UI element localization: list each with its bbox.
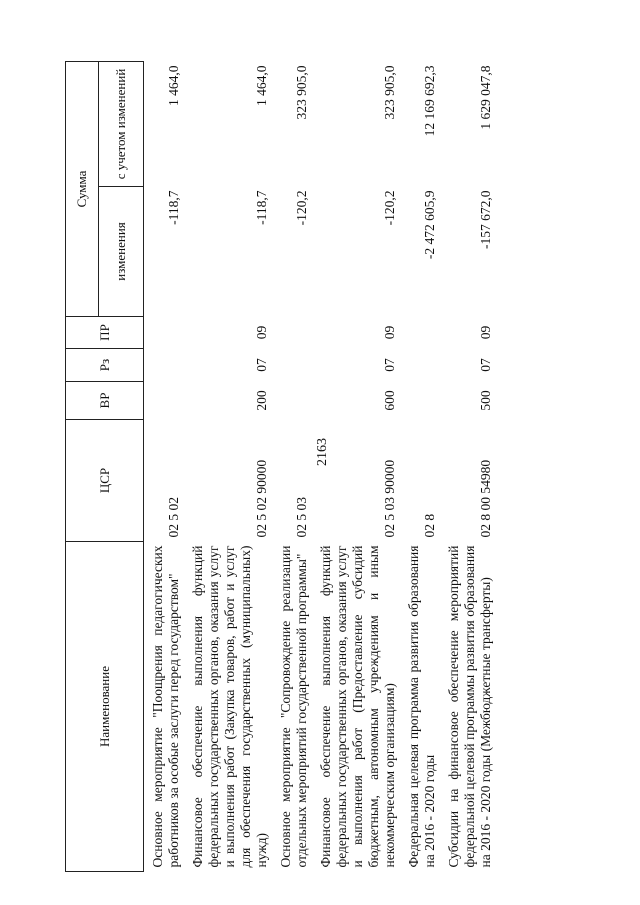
row-csr: 02 5 03 90000 [382,459,397,538]
budget-table [65,61,496,872]
header-csr: ЦСР [66,420,144,542]
table-row [400,62,440,872]
row-pr [144,317,185,349]
row-name: Основное мероприятие "Сопровождение реализации отдельных мероприятий государственной программы" [278,545,309,868]
row-rz: 07 [254,358,269,372]
row-vr [400,382,440,420]
row-total: 323 905,0 [294,65,309,120]
page-number: 2163 [315,438,330,466]
row-change: -120,2 [382,190,397,226]
header-rz: Рз [66,349,144,382]
row-pr [400,317,440,349]
row-name: Федеральная целевая программа развития образования на 2016 - 2020 годы [406,545,437,868]
row-csr: 02 8 [422,513,437,538]
row-change: -120,2 [294,190,309,226]
header-total: с учетом изменений [99,62,144,187]
row-csr: 02 5 02 [166,497,181,538]
table-row [184,62,272,872]
row-rz: 07 [382,358,397,372]
rotated-table-stage [65,62,585,872]
row-total: 1 629 047,8 [478,65,493,130]
row-change: -157 672,0 [478,190,493,249]
header-name: Наименование [66,542,144,872]
table-row [144,62,185,872]
row-total: 12 169 692,3 [422,65,437,137]
row-change: -118,7 [166,190,181,225]
row-name: Финансовое обеспечение выполнения функций федеральных государственных органов, оказания услуг и выполнения работ (Закупка товаров, работ и услуг для обеспечения государственных (муниципальных) нужд) [190,545,269,868]
row-total: 1 464,0 [166,65,181,106]
table-row [312,62,400,872]
row-pr [272,317,312,349]
row-change: -2 472 605,9 [422,190,437,260]
row-change: -118,7 [254,190,269,225]
row-vr [272,382,312,420]
row-csr: 02 5 02 90000 [254,459,269,538]
row-rz: 07 [478,358,493,372]
row-name: Субсидии на финансовое обеспечение мероприятий федеральной целевой программы развития образования на 2016 - 2020 годы (Межбюджетные трансферты) [446,545,493,868]
row-vr: 200 [254,390,269,411]
row-pr: 09 [478,325,493,340]
row-pr: 09 [254,325,269,340]
row-total: 1 464,0 [254,65,269,106]
row-rz [272,349,312,382]
header-change: изменения [99,187,144,317]
row-vr: 500 [478,390,493,411]
row-vr [144,382,185,420]
row-csr: 02 5 03 [294,497,309,538]
table-row [440,62,496,872]
header-pr: ПР [66,317,144,349]
row-rz [144,349,185,382]
header-vr: ВР [66,382,144,420]
table-row [272,62,312,872]
row-total: 323 905,0 [382,65,397,120]
row-rz [400,349,440,382]
row-pr: 09 [382,325,397,340]
row-vr: 600 [382,390,397,411]
row-name: Финансовое обеспечение выполнения функций федеральных государственных органов, оказания услуг и выполнения работ (Предоставление субсидий бюджетным, автономным учреждениям и иным некоммерческим организациям) [318,545,397,868]
header-sum: Сумма [66,62,99,317]
row-csr: 02 8 00 54980 [478,459,493,538]
row-name: Основное мероприятие "Поощрения педагогических работников за особые заслуги перед государством" [150,545,181,868]
